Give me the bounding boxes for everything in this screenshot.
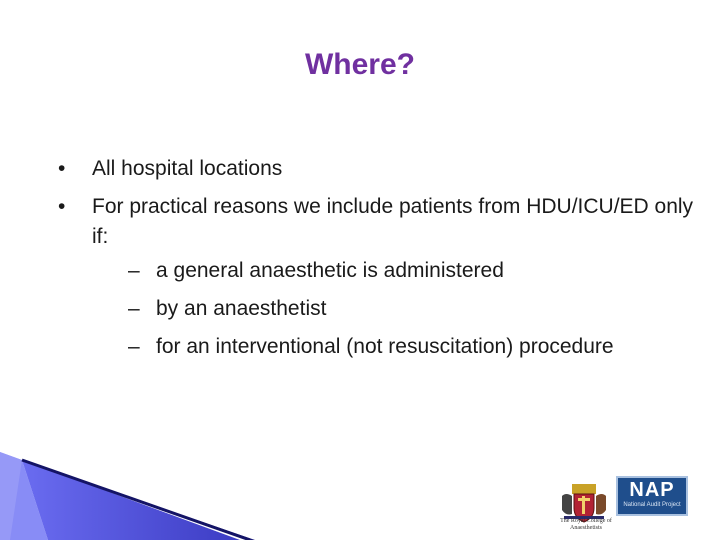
nap-logo-caption: National Audit Project [623, 502, 681, 508]
slide-title-text: Where? [304, 48, 415, 81]
bullet-symbol: • [58, 195, 66, 218]
slide-content [56, 150, 696, 366]
dash-symbol: – [128, 335, 140, 358]
dash-symbol: – [128, 297, 140, 320]
bullet-text: For practical reasons we include patients from HDU/ICU/ED only if: [92, 195, 694, 248]
slide-title [0, 48, 720, 82]
dash-symbol: – [128, 259, 140, 282]
sub-bullet-text: for an interventional (not resuscitation) procedure [156, 335, 614, 358]
bullet-text: All hospital locations [92, 157, 283, 180]
sub-bullet-item [128, 328, 696, 366]
sub-bullet-text: by an anaesthetist [156, 297, 327, 320]
sub-bullet-item [128, 252, 696, 290]
bullet-item [56, 188, 696, 252]
bullet-item [56, 150, 696, 188]
bullet-symbol: • [58, 157, 66, 180]
sub-bullet-text: a general anaesthetic is administered [156, 259, 504, 282]
nap-logo-text: NAP [629, 479, 675, 501]
nap-logo [616, 476, 688, 516]
sub-bullet-item [128, 290, 696, 328]
crest-caption: The Royal College of Anaesthetists [560, 518, 612, 531]
